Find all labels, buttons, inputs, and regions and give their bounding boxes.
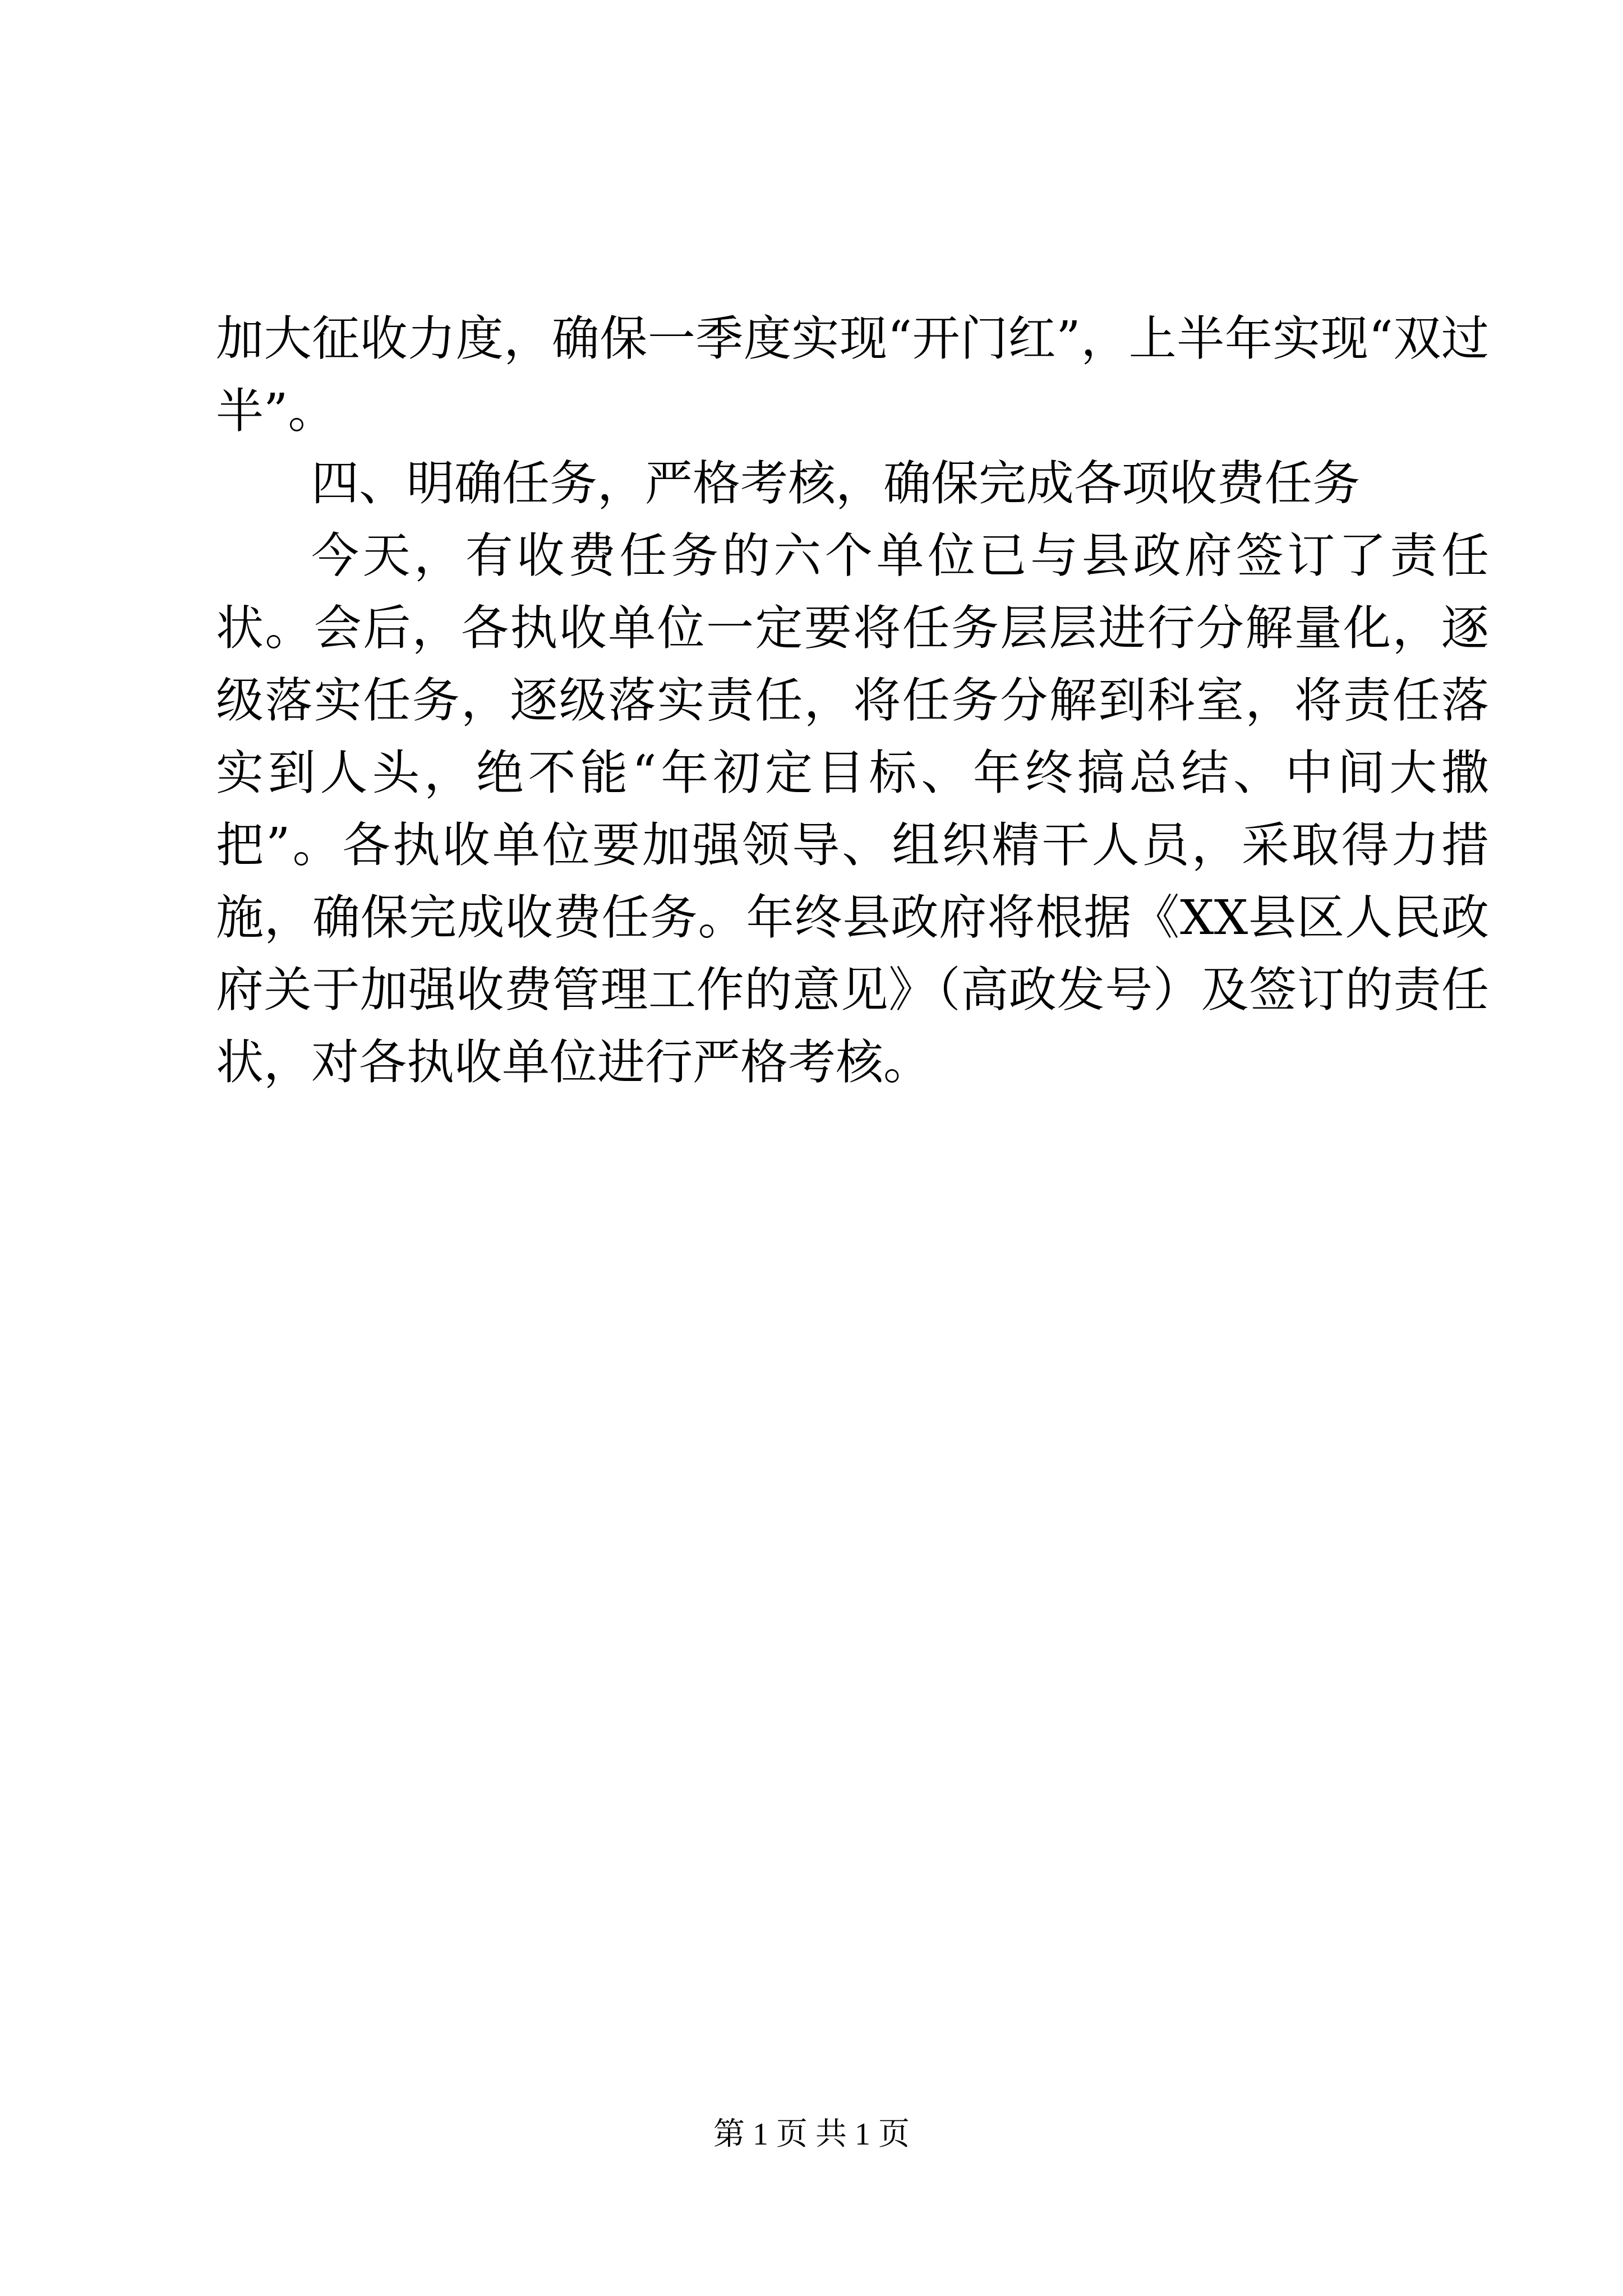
- paragraph-continuation: 加大征收力度，确保一季度实现“开门红”，上半年实现“双过半”。: [216, 311, 1489, 439]
- document-body: [216, 303, 1489, 1099]
- page-footer: 第 1 页 共 1 页: [713, 2117, 910, 2152]
- paragraph-body: 今天，有收费任务的六个单位已与县政府签订了责任状。会后，各执收单位一定要将任务层层进行分解量化，逐级落实任务，逐级落实责任，将任务分解到科室，将责任落实到人头，绝不能“年初定目标、年终搞总结、中间大撒把”。各执收单位要加强领导、组织精干人员，采取得力措施，确保完成收费任务。年终县政府将根据《XX县区人民政府关于加强收费管理工作的意见》（高政发号）及签订的责任状，对各执收单位进行严格考核。: [216, 528, 1489, 1091]
- section-heading: 四、明确任务，严格考核，确保完成各项收费任务: [311, 456, 1361, 512]
